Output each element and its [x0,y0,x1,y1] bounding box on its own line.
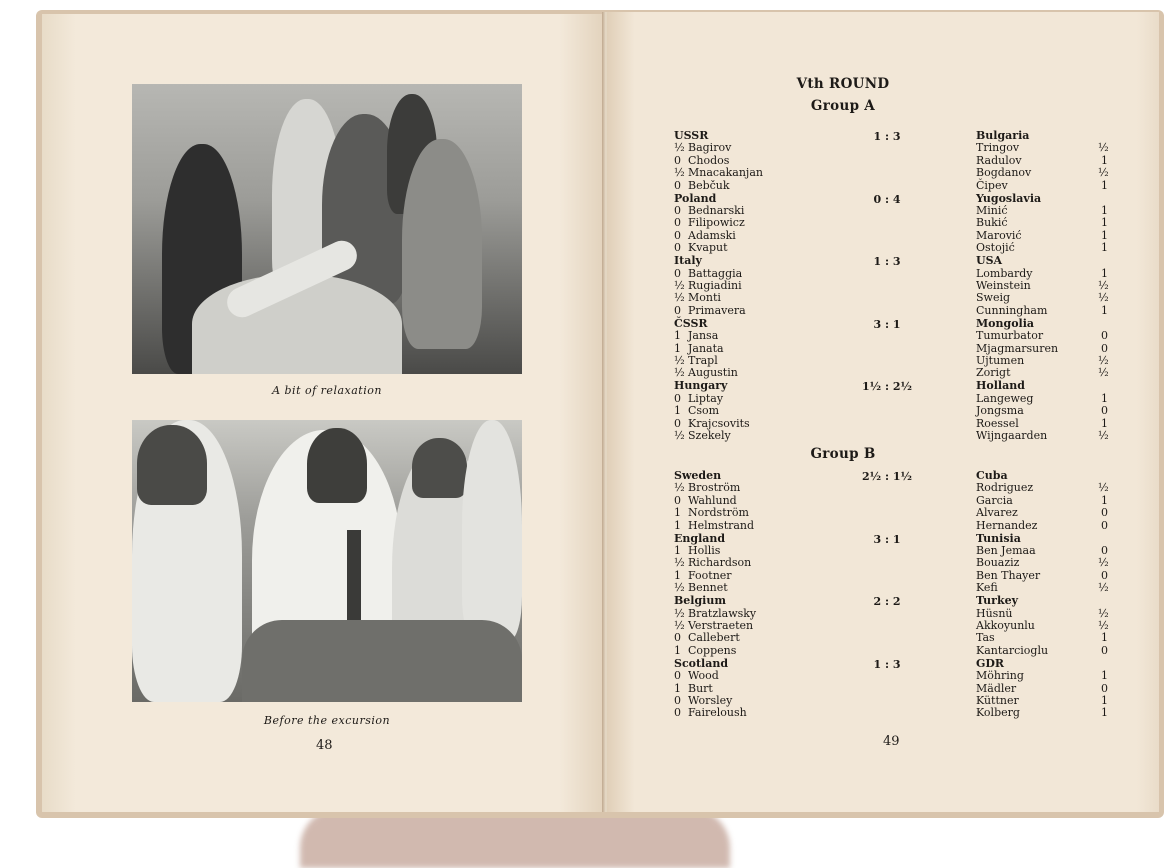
player-points: 0 [1101,341,1108,355]
player-name: Čipev [976,178,1008,192]
player-name: Bouaziz [976,556,1020,570]
away-team-block [976,130,1111,192]
player-name: Janata [688,341,724,355]
player-name: Adamski [688,228,736,242]
player-name: Rodriguez [976,481,1034,495]
player-points: 1 [1101,178,1108,192]
player-points: 0 [674,694,681,708]
player-name: Lombardy [976,266,1033,280]
player-name: Monti [688,291,721,305]
player-points: ½ [1098,366,1109,380]
player-name: Footner [688,568,732,582]
home-player-row [674,305,746,317]
match-score: 1 : 3 [873,255,901,269]
player-name: Bennet [688,581,728,595]
match-score: 3 : 1 [873,532,901,546]
away-player-row [976,367,1111,379]
home-player-row [674,707,747,719]
left-page [42,14,606,812]
player-points: 1 [1101,694,1108,708]
home-player-row [674,367,738,379]
match-score: 1 : 3 [873,130,901,143]
home-team-block [674,318,738,380]
player-points: 0 [674,178,681,192]
player-points: 0 [674,416,681,430]
player-points: 1 [1101,391,1108,405]
player-points: 1 [1101,669,1108,683]
away-team-block [976,533,1111,595]
home-team-block [674,193,745,255]
away-player-row [976,707,1111,719]
home-team-block [674,595,756,657]
player-points: 1 [674,329,681,343]
player-name: Marović [976,228,1022,242]
player-name: Bagirov [688,141,732,155]
player-name: Broström [688,481,741,495]
player-name: Garcia [976,493,1013,507]
player-name: Rugiadini [688,279,742,292]
player-points: 1 [1101,266,1108,280]
player-name: Primavera [688,303,746,317]
home-team-name: England [674,531,726,545]
player-points: 0 [1101,643,1108,657]
page-number-left: 48 [316,738,333,753]
away-team-name: Holland [976,379,1025,393]
home-team-block [674,658,747,720]
player-points: 1 [674,643,681,657]
player-name: Bebčuk [688,178,730,192]
player-name: Alvarez [976,506,1018,520]
player-name: Kvaput [688,241,728,255]
player-name: Tumurbator [976,329,1044,343]
away-team-block [976,255,1111,317]
player-name: Jansa [688,329,719,343]
player-points: 1 [674,341,681,355]
match-score: 1 : 3 [873,657,901,671]
player-name: Langeweg [976,391,1034,405]
player-name: Nordström [688,506,749,520]
player-name: Chodos [688,153,730,167]
player-name: Verstraeten [688,619,754,632]
player-points: ½ [1098,166,1109,180]
player-points: 1 [1101,228,1108,242]
player-points: ½ [674,429,685,443]
home-player-row [674,645,756,657]
away-team-name: GDR [976,656,1005,670]
player-name: Battaggia [688,266,743,280]
player-points: 1 [674,518,681,532]
player-name: Liptay [688,391,724,405]
home-player-row [674,430,750,442]
player-name: Mjagmarsuren [976,341,1059,355]
player-points: ½ [674,581,685,595]
player-name: Sweig [976,291,1011,305]
player-points: ½ [1098,481,1109,495]
home-player-row [674,180,763,192]
player-points: ½ [1098,141,1109,155]
player-name: Küttner [976,694,1019,708]
player-points: ½ [1098,354,1109,368]
player-name: Krajcsovits [688,416,750,430]
player-name: Mädler [976,681,1017,695]
player-points: 0 [674,228,681,242]
player-name: Minić [976,204,1008,217]
player-points: 1 [1101,416,1108,430]
player-points: ½ [674,141,685,155]
player-name: Bogdanov [976,166,1032,180]
photo-excursion [132,420,522,702]
away-team-name: Tunisia [976,531,1021,545]
away-team-block [976,380,1111,442]
home-team-name: ČSSR [674,316,708,330]
player-points: ½ [674,619,685,632]
player-points: 1 [1101,303,1108,317]
match-score: 1½ : 2½ [862,380,912,394]
player-points: 1 [674,681,681,695]
player-name: Kantarcioglu [976,643,1049,657]
player-points: ½ [674,481,685,495]
away-team-name: Cuba [976,469,1008,482]
player-points: 0 [674,669,681,683]
home-team-name: Hungary [674,379,728,393]
away-player-row [976,520,1111,532]
home-team-block [674,533,751,595]
player-points: 0 [674,216,681,230]
home-player-row [674,520,754,532]
player-points: 0 [674,706,681,720]
player-points: 0 [674,153,681,167]
away-player-row [976,305,1111,317]
home-team-block [674,255,746,317]
player-points: ½ [1098,291,1109,305]
player-name: Callebert [688,631,740,645]
player-points: ½ [1098,581,1109,595]
player-name: Burt [688,681,713,695]
player-points: 0 [1101,544,1108,557]
away-team-name: Mongolia [976,316,1035,330]
match-score: 3 : 1 [873,317,901,331]
player-points: 0 [674,631,681,645]
away-team-name: USA [976,254,1003,268]
player-points: 1 [1101,204,1108,217]
player-name: Hernandez [976,518,1038,532]
home-team-name: Poland [674,191,717,205]
player-points: ½ [674,291,685,305]
player-name: Akkoyunlu [976,619,1035,632]
player-name: Tringov [976,141,1020,155]
player-name: Hüsnü [976,606,1013,620]
away-player-row [976,180,1111,192]
player-points: ½ [674,556,685,570]
player-name: Cunningham [976,303,1048,317]
player-points: 1 [1101,241,1108,255]
player-points: 1 [1101,216,1108,230]
home-team-block [674,380,750,442]
player-points: 0 [674,266,681,280]
player-points: ½ [1098,279,1109,292]
player-points: 0 [1101,518,1108,532]
match-score: 2 : 2 [873,595,901,609]
player-name: Bednarski [688,204,745,217]
photo-relaxation [132,84,522,374]
player-name: Möhring [976,669,1024,683]
round-title: Vth ROUND [796,76,890,92]
away-team-block [976,658,1111,720]
player-points: 0 [1101,404,1108,418]
home-team-name: Italy [674,254,702,268]
player-points: 0 [1101,329,1108,343]
player-points: 0 [674,241,681,255]
player-points: 0 [1101,681,1108,695]
player-points: 0 [674,391,681,405]
away-team-name: Bulgaria [976,129,1030,142]
player-points: ½ [674,606,685,620]
player-name: Radulov [976,153,1022,167]
player-name: Wood [688,669,719,683]
away-player-row [976,582,1111,594]
player-name: Richardson [688,556,752,570]
player-name: Bukić [976,216,1008,230]
player-points: ½ [674,279,685,292]
home-team-name: Scotland [674,656,729,670]
page-number-right: 49 [883,734,900,749]
away-team-block [976,470,1111,532]
player-name: Wahlund [688,493,737,507]
away-team-block [976,193,1111,255]
home-team-block [674,470,754,532]
player-points: 1 [674,568,681,582]
player-name: Faireloush [688,706,747,720]
player-name: Coppens [688,643,737,657]
match-score: 0 : 4 [873,192,901,206]
player-name: Tas [976,631,995,645]
player-name: Kefi [976,581,998,595]
player-name: Augustin [688,366,738,380]
player-name: Filipowicz [688,216,745,230]
away-player-row [976,430,1111,442]
player-name: Weinstein [976,279,1031,292]
player-points: 1 [674,544,681,557]
home-team-name: USSR [674,129,709,142]
player-name: Helmstrand [688,518,755,532]
player-points: 0 [674,493,681,507]
player-name: Ben Jemaa [976,544,1036,557]
player-points: 1 [674,404,681,418]
player-points: 1 [1101,631,1108,645]
player-name: Trapl [688,354,718,368]
player-points: ½ [674,354,685,368]
away-team-name: Turkey [976,594,1018,608]
player-name: Wijngaarden [976,429,1048,443]
player-name: Worsley [688,694,733,708]
player-name: Roessel [976,416,1019,430]
player-points: 0 [674,204,681,217]
player-points: ½ [1098,619,1109,632]
player-name: Jongsma [976,404,1024,418]
match-score: 2½ : 1½ [862,470,912,483]
player-points: 1 [1101,493,1108,507]
home-team-block [674,130,763,192]
away-team-name: Yugoslavia [976,191,1042,205]
away-player-row [976,242,1111,254]
player-points: 0 [674,303,681,317]
player-points: 1 [1101,706,1108,720]
player-points: ½ [1098,556,1109,570]
player-points: 0 [1101,506,1108,520]
player-points: 1 [674,506,681,520]
player-name: Kolberg [976,706,1020,720]
player-name: Hollis [688,544,721,557]
player-points: 0 [1101,568,1108,582]
right-page [607,12,1159,812]
player-name: Mnacakanjan [688,166,763,180]
away-player-row [976,645,1111,657]
player-name: Bratzlawsky [688,606,757,620]
away-player-row [976,620,1111,632]
home-team-name: Sweden [674,469,722,482]
group-b-heading: Group B [810,446,876,462]
home-player-row [674,582,751,594]
player-name: Ostojić [976,241,1015,255]
player-points: ½ [1098,606,1109,620]
group-a-heading: Group A [810,98,876,114]
home-player-row [674,242,745,254]
away-team-block [976,318,1111,380]
away-team-block [976,595,1111,657]
player-name: Ujtumen [976,354,1025,368]
player-name: Csom [688,404,720,418]
player-name: Szekely [688,429,731,443]
player-name: Ben Thayer [976,568,1041,582]
home-team-name: Belgium [674,594,726,608]
player-points: ½ [674,166,685,180]
player-name: Zorigt [976,366,1011,380]
caption-excursion: Before the excursion [263,714,391,727]
caption-relaxation: A bit of relaxation [272,384,382,397]
player-points: ½ [674,366,685,380]
player-points: 1 [1101,153,1108,167]
player-points: ½ [1098,429,1109,443]
